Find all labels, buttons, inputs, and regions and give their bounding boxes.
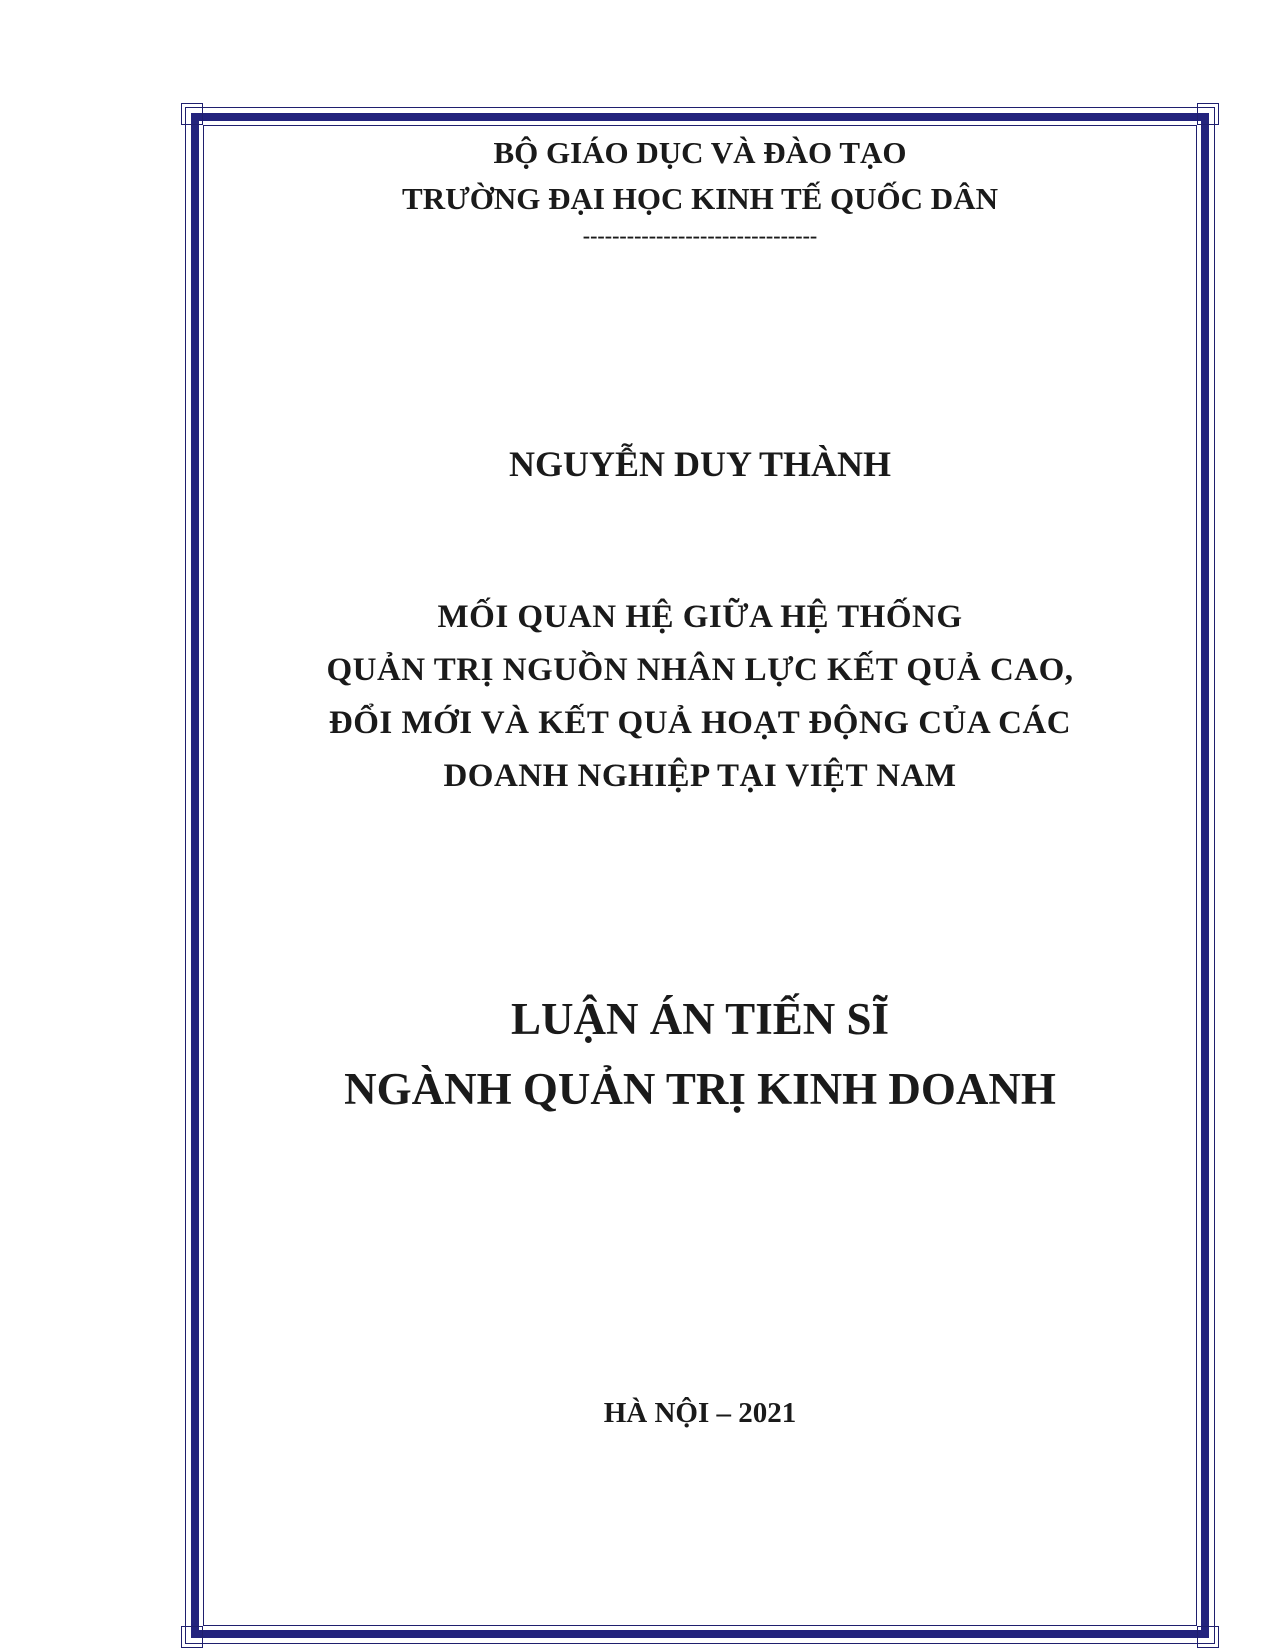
degree-major: NGÀNH QUẢN TRỊ KINH DOANH: [344, 1064, 1056, 1114]
header-divider: --------------------------------: [582, 223, 818, 248]
thesis-title-line-1: MỐI QUAN HỆ GIỮA HỆ THỐNG: [437, 599, 963, 635]
place-and-year: HÀ NỘI – 2021: [603, 1397, 797, 1429]
author-name: NGUYỄN DUY THÀNH: [508, 444, 892, 484]
thesis-title-line-4: DOANH NGHIỆP TẠI VIỆT NAM: [443, 758, 957, 794]
degree-type: LUẬN ÁN TIẾN SĨ: [510, 994, 890, 1044]
frame-corner-top-right: [1197, 103, 1219, 125]
university-name: TRƯỜNG ĐẠI HỌC KINH TẾ QUỐC DÂN: [402, 181, 998, 216]
ministry-name: BỘ GIÁO DỤC VÀ ĐÀO TẠO: [493, 135, 907, 170]
frame-corner-bottom-right: [1197, 1626, 1219, 1648]
frame-corner-bottom-left: [181, 1626, 203, 1648]
frame-corner-top-left: [181, 103, 203, 125]
thesis-title-line-2: QUẢN TRỊ NGUỒN NHÂN LỰC KẾT QUẢ CAO,: [326, 652, 1074, 688]
thesis-title-line-3: ĐỔI MỚI VÀ KẾT QUẢ HOẠT ĐỘNG CỦA CÁC: [328, 705, 1072, 741]
